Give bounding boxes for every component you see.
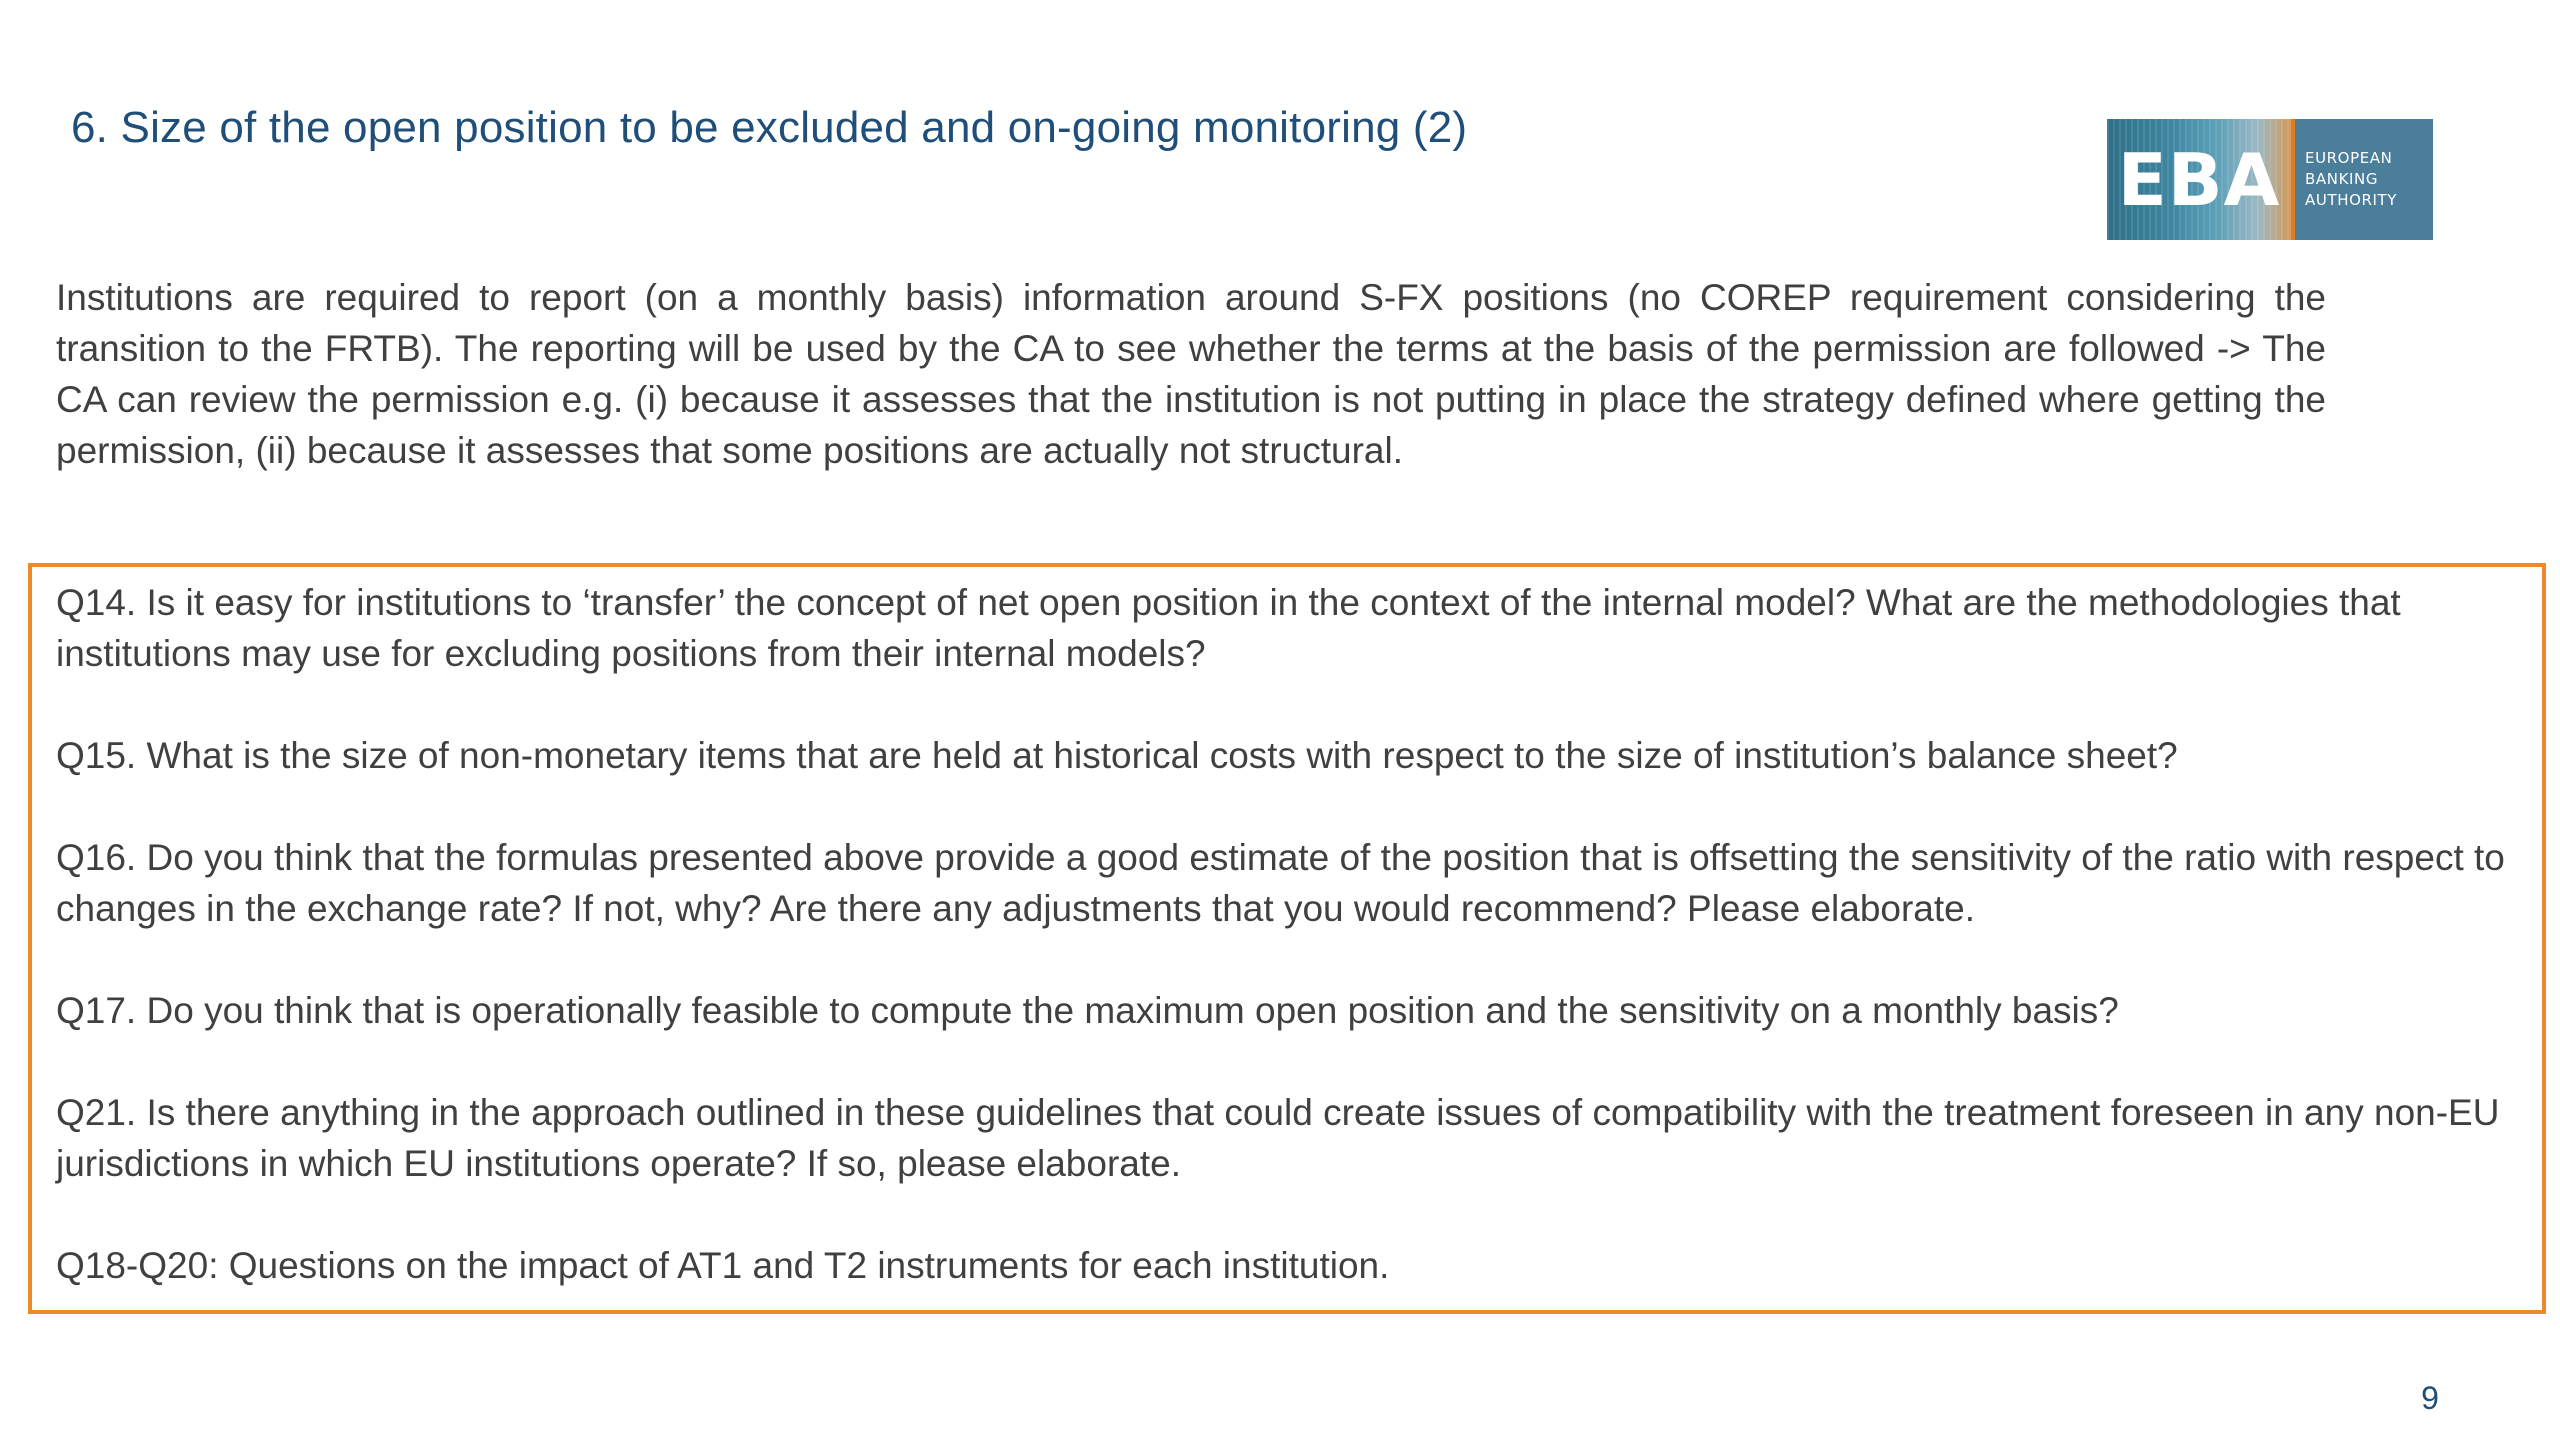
eba-logo-letters: EBA <box>2117 137 2281 222</box>
eba-logo-wordmark <box>2295 119 2433 240</box>
question-item-q16: Q16. Do you think that the formulas presented above provide a good estimate of the position that is offsetting the sensitivity of the ratio with respect to changes in the exchange rate? If not, why? Are there any adjustments that you would recommend? Please elaborate. <box>56 837 2505 929</box>
intro-paragraph <box>56 272 2326 476</box>
question-item-q15: Q15. What is the size of non-monetary items that are held at historical costs with respect to the size of institution’s balance sheet? <box>56 735 2178 776</box>
page-number: 9 <box>2421 1380 2439 1416</box>
question-item-q17: Q17. Do you think that is operationally feasible to compute the maximum open position and the sensitivity on a monthly basis? <box>56 990 2119 1031</box>
question-item-q14: Q14. Is it easy for institutions to ‘transfer’ the concept of net open position in the context of the internal model? What are the methodologies that institutions may use for excluding positions from their internal models? <box>56 582 2401 674</box>
eba-logo <box>2107 119 2433 240</box>
eba-logo-mark <box>2107 119 2291 240</box>
intro-text: Institutions are required to report (on a monthly basis) information around S-FX positions (no COREP requirement considering the transition to the FRTB). The reporting will be used by the CA to see whether the terms at the basis of the permission are followed -> The CA can review the permission e.g. (i) because it assesses that the institution is not putting in place the strategy defined where getting the permission, (ii) because it assesses that some positions are actually not structural. <box>56 277 2326 471</box>
eba-logo-word: AUTHORITY <box>2305 191 2398 209</box>
slide-title: 6. Size of the open position to be excluded and on-going monitoring (2) <box>71 103 1468 152</box>
question-item-q18-q20: Q18-Q20: Questions on the impact of AT1 and T2 instruments for each institution. <box>56 1245 1390 1286</box>
eba-logo-word: EUROPEAN <box>2305 149 2393 167</box>
eba-logo-word: BANKING <box>2305 170 2379 188</box>
question-item-q21: Q21. Is there anything in the approach outlined in these guidelines that could create issues of compatibility with the treatment foreseen in any non-EU jurisdictions in which EU institutions operate? If so, please elaborate. <box>56 1092 2500 1184</box>
questions-list <box>56 577 2546 1291</box>
